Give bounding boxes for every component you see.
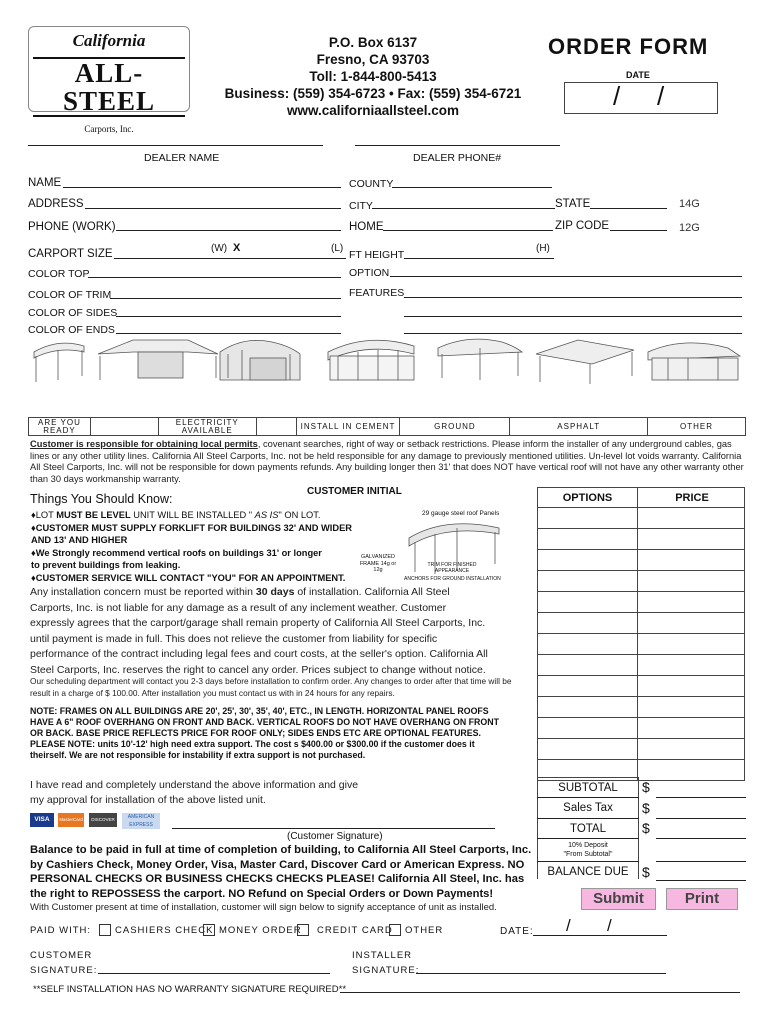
county-field[interactable] [392,187,552,188]
bullet-vertical-roof-text: We Strongly recommend vertical roofs on buildings 31' or longer to prevent buildings from leaking. [31,548,322,570]
features-label: FEATURES [349,287,405,299]
city-label: CITY [349,200,373,212]
permits-notice-text: , covenant searches, right of way or setback restrictions. Please inform the installer of any underground cables, gas lines or any other utility lines. California All Steel Carports, Inc. not be held responsible for any damage to previously mentioned utilities. Un-level lot voids warranty. California All Steel Carports, Inc. will not be responsible for down payments refunds. Any building longer then 31' that does NOT have vertical roof will not have any other warranty other than 30 days workmanship warranty. [30,439,744,484]
installer-signature-label-1: INSTALLER [352,950,413,961]
balance-due-label: BALANCE DUE [547,866,629,878]
options-row[interactable] [537,571,745,592]
date-separator: / [613,81,621,111]
paid-date-separator: / [607,916,612,935]
installer-signature-field[interactable] [416,973,666,974]
options-row[interactable] [537,718,745,739]
business-phone: Business: (559) 354-6723 • Fax: (559) 354-6721 [224,86,522,101]
carport-style-illustrations [28,332,746,388]
carport-size-field[interactable] [114,258,346,259]
options-row[interactable] [537,676,745,697]
self-install-signature-field[interactable] [340,992,740,993]
bullet-level-lot: ♦LOT MUST BE LEVEL UNIT WILL BE INSTALLED " AS IS" ON LOT. [31,510,321,520]
things-to-know-title: Things You Should Know: [30,492,173,506]
options-row[interactable] [537,613,745,634]
balance-terms-text: Balance to be paid in full at time of completion of building, to California All Steel Carports, Inc. by Cashiers Check, Money Order, Visa, Master Card, Discover Card or American Express. NO PERSONAL CHECKS OR BUSINESS CHECKS CHECKS PLEASE! California All Steel, Inc. has the right to REPOSSESS the carport. NO Refund on Special Orders or Down Payments! [30,844,532,900]
width-label: (W) [211,243,228,254]
carport-style-7-icon [648,343,740,380]
name-label: NAME [28,177,62,189]
diagram-anchors-label: ANCHORS FOR GROUND INSTALLATION [404,576,501,582]
carport-style-1-icon [34,343,84,382]
install-type-electricity[interactable]: ELECTRICITY AVAILABLE [158,418,256,436]
address-label: ADDRESS [28,198,84,210]
install-type-other[interactable]: OTHER [648,418,746,436]
frames-note: NOTE: FRAMES ON ALL BUILDINGS ARE 20', 25', 30', 35', 40', ETC., IN LENGTH. HORIZONTAL PANEL ROOFS HAVE A 6" ROOF OVERHANG ON FRONT AND BACK. VERTICAL ROOFS DO NOT HAVE OVERHANG ON FRONT OR BACK. BASE PRICE REFLECTS PRICE FOR ROOF ONLY; SIDES ENDS ETC ARE OPTIONAL FEATURES. PLEASE NOTE: units 10'-12' high need extra support. The cost s $400.00 or $300.00 if the customer does it theirself. We are not responsible for instability if extra support is not purchased. [30,706,499,760]
other-checkbox[interactable] [389,924,401,936]
date-separator: / [657,81,665,111]
website: www.californiaallsteel.com [286,103,460,118]
diagram-frame-label: GALVANIZED FRAME 14g or 12g [359,554,397,573]
balance-due-field[interactable] [656,880,746,881]
self-install-warning: **SELF INSTALLATION HAS NO WARRANTY SIGNATURE REQUIRED** [33,984,347,995]
date-field[interactable] [564,82,718,114]
permits-notice-lead: Customer is responsible for obtaining local permits [30,439,258,449]
options-row[interactable] [537,508,745,529]
install-type-table [28,417,746,436]
features-field[interactable] [404,297,742,298]
bullet-level-text2: MUST BE LEVEL [56,510,131,520]
date-label: DATE [626,70,650,80]
install-type-cement[interactable]: INSTALL IN CEMENT [296,418,400,436]
discover-icon: DISCOVER [89,813,117,827]
options-header [537,487,745,508]
options-row[interactable] [537,634,745,655]
concern-text-1: Any installation concern must be reported within [30,586,256,598]
sales-tax-dollar: $ [642,800,650,816]
address-line1: P.O. Box 6137 [328,35,418,50]
name-field[interactable] [63,187,341,188]
customer-final-signature-field[interactable] [98,973,330,974]
approval-text: I have read and completely understand the above information and give my approval for installation of the above listed unit. [30,779,359,806]
bullet-level-text4: AS IS [254,510,279,520]
options-row[interactable] [537,529,745,550]
diagram-trim-label: TRIM FOR FINISHED APPEARANCE [427,562,477,574]
options-row[interactable] [537,550,745,571]
bullet-customer-service-text: CUSTOMER SERVICE WILL CONTACT "YOU" FOR AN APPOINTMENT. [35,573,346,583]
paid-with-label: PAID WITH: [30,925,92,936]
phone-work-label: PHONE (WORK) [28,221,116,233]
features-field-2[interactable] [404,316,742,317]
zip-field[interactable] [610,230,667,231]
options-row[interactable] [537,655,745,676]
carport-style-6-icon [536,340,634,384]
option-field[interactable] [390,276,742,277]
address-field[interactable] [85,208,341,209]
carport-size-label: CARPORT SIZE [28,248,113,260]
installer-signature-label-2: SIGNATURE: [352,965,420,976]
balance-due-dollar: $ [642,864,650,880]
installation-concern-text [30,585,488,678]
paid-date-label: DATE: [500,926,534,937]
subtotal-dollar: $ [642,779,650,795]
gauge-14-label: 14G [679,198,700,210]
dealer-name-field[interactable] [28,145,323,146]
gauge-12-label: 12G [679,222,700,234]
deposit-note: "From Subtotal" [563,851,613,858]
bullet-level-text1: LOT [35,510,57,520]
visa-icon: VISA [30,813,54,827]
address-line2: Fresno, CA 93703 [316,52,430,67]
state-field[interactable] [590,208,667,209]
options-row[interactable] [537,592,745,613]
subtotal-label: SUBTOTAL [558,782,618,794]
color-top-label: COLOR TOP [28,268,90,280]
carport-style-5-icon [438,339,522,380]
mastercard-icon: MasterCard [58,813,84,827]
bullet-forklift: ♦CUSTOMER MUST SUPPLY FORKLIFT FOR BUILDINGS 32' AND WIDER AND 13' AND HIGHER [31,523,353,545]
concern-days: 30 days [255,586,295,598]
sales-tax-field[interactable] [656,818,746,819]
color-sides-label: COLOR OF SIDES [28,307,118,319]
bullet-customer-service: ♦CUSTOMER SERVICE WILL CONTACT "YOU" FOR AN APPOINTMENT. [31,573,346,583]
carport-style-4-icon [328,340,414,380]
logo-line3: Carports, Inc. [84,124,134,134]
total-label: TOTAL [570,823,606,835]
permits-notice [30,439,744,485]
color-sides-field[interactable] [116,316,341,317]
bullet-level-text5: " ON LOT. [278,510,321,520]
customer-initial-label: CUSTOMER INITIAL [307,486,402,497]
company-logo [28,26,190,134]
length-label: (L) [331,243,344,254]
submit-button[interactable]: Submit [581,888,656,910]
diagram-panels-label: 29 gauge steel roof Panels [422,510,500,517]
paid-date-separator: / [566,916,571,935]
paid-date-field[interactable] [533,935,667,936]
subtotal-field[interactable] [656,797,746,798]
with-customer-text: With Customer present at time of installation, customer will sign below to signify acceptance of unit as installed. [30,902,497,913]
money-order-label: MONEY ORDER [219,925,302,936]
price-label: PRICE [675,492,709,504]
option-label: OPTION [349,267,390,279]
bullet-forklift-text: CUSTOMER MUST SUPPLY FORKLIFT FOR BUILDINGS 32' AND WIDER AND 13' AND HIGHER [31,523,353,545]
install-type-ready[interactable]: ARE YOU READY [29,418,91,436]
ft-height-label: FT HEIGHT [349,249,405,261]
concern-text-2: of installation. California All Steel Carports, Inc. is not liable for any damage as a result of any inclement weather. Customer expressly agrees that the carport/garage shall remain property of California All Steel Carports, Inc. until payment is made in full. This does not relieve the customer from liability for specific performance of the contract including legal fees and court costs, at the seller's option. California All Steel Carports, Inc. reserves the right to cancel any order. Prices subject to change without notice. [30,586,488,676]
bullet-level-text3: UNIT WILL BE INSTALLED " [130,510,255,520]
color-ends-label: COLOR OF ENDS [28,324,115,336]
dealer-phone-label: DEALER PHONE# [413,152,502,164]
company-contact [215,34,531,119]
by-label: X [233,242,241,254]
logo-line1: California [72,31,146,50]
dealer-phone-field[interactable] [355,145,560,146]
scheduling-text: Our scheduling department will contact you 2-3 days before installation to confirm order. Any changes to order after that time will be result in a charge of $ 100.00. After installation you must contact us with in 24 hours for any repairs. [30,676,512,698]
dealer-name-label: DEALER NAME [144,152,220,164]
credit-card-checkbox[interactable] [297,924,309,936]
color-trim-field[interactable] [110,298,341,299]
total-field[interactable] [656,838,746,839]
total-dollar: $ [642,820,650,836]
options-label: OPTIONS [538,488,638,508]
cashiers-check-checkbox[interactable] [99,924,111,936]
deposit-field[interactable] [656,861,746,862]
height-label: (H) [536,243,550,254]
options-row[interactable] [537,739,745,760]
deposit-label: 10% Deposit [568,842,608,849]
city-field[interactable] [372,208,555,209]
home-label: HOME [349,221,384,233]
zip-label: ZIP CODE [555,220,610,232]
county-label: COUNTY [349,178,394,190]
height-field[interactable] [404,258,554,259]
color-top-field[interactable] [88,277,341,278]
credit-card-label: CREDIT CARD [317,925,393,936]
tollfree-phone: Toll: 1-844-800-5413 [309,69,437,84]
carport-style-3-icon [220,340,300,380]
color-trim-label: COLOR OF TRIM [28,289,112,301]
customer-signature-field[interactable] [172,828,495,829]
logo-line2: ALL-STEEL [33,57,185,117]
print-button[interactable]: Print [666,888,738,910]
home-phone-field[interactable] [383,230,553,231]
form-title: ORDER FORM [548,34,709,59]
amex-icon: AMERICAN EXPRESS [122,813,160,829]
money-order-checkbox[interactable] [203,924,215,936]
phone-work-field[interactable] [116,230,341,231]
bullet-vertical-roof: ♦We Strongly recommend vertical roofs on buildings 31' or longer to prevent buildings from leaking. [31,548,322,570]
options-row[interactable] [537,697,745,718]
customer-signature-label: (Customer Signature) [287,831,383,842]
sales-tax-label: Sales Tax [563,802,613,814]
install-type-asphalt[interactable]: ASPHALT [510,418,648,436]
customer-signature-label-1: CUSTOMER [30,950,93,961]
state-label: STATE [555,198,591,210]
install-type-ground[interactable]: GROUND [400,418,510,436]
carport-style-2-icon [98,340,218,380]
other-label: OTHER [405,925,444,936]
cashiers-check-label: CASHIERS CHECK [115,925,214,936]
customer-signature-label-2: SIGNATURE: [30,965,98,976]
